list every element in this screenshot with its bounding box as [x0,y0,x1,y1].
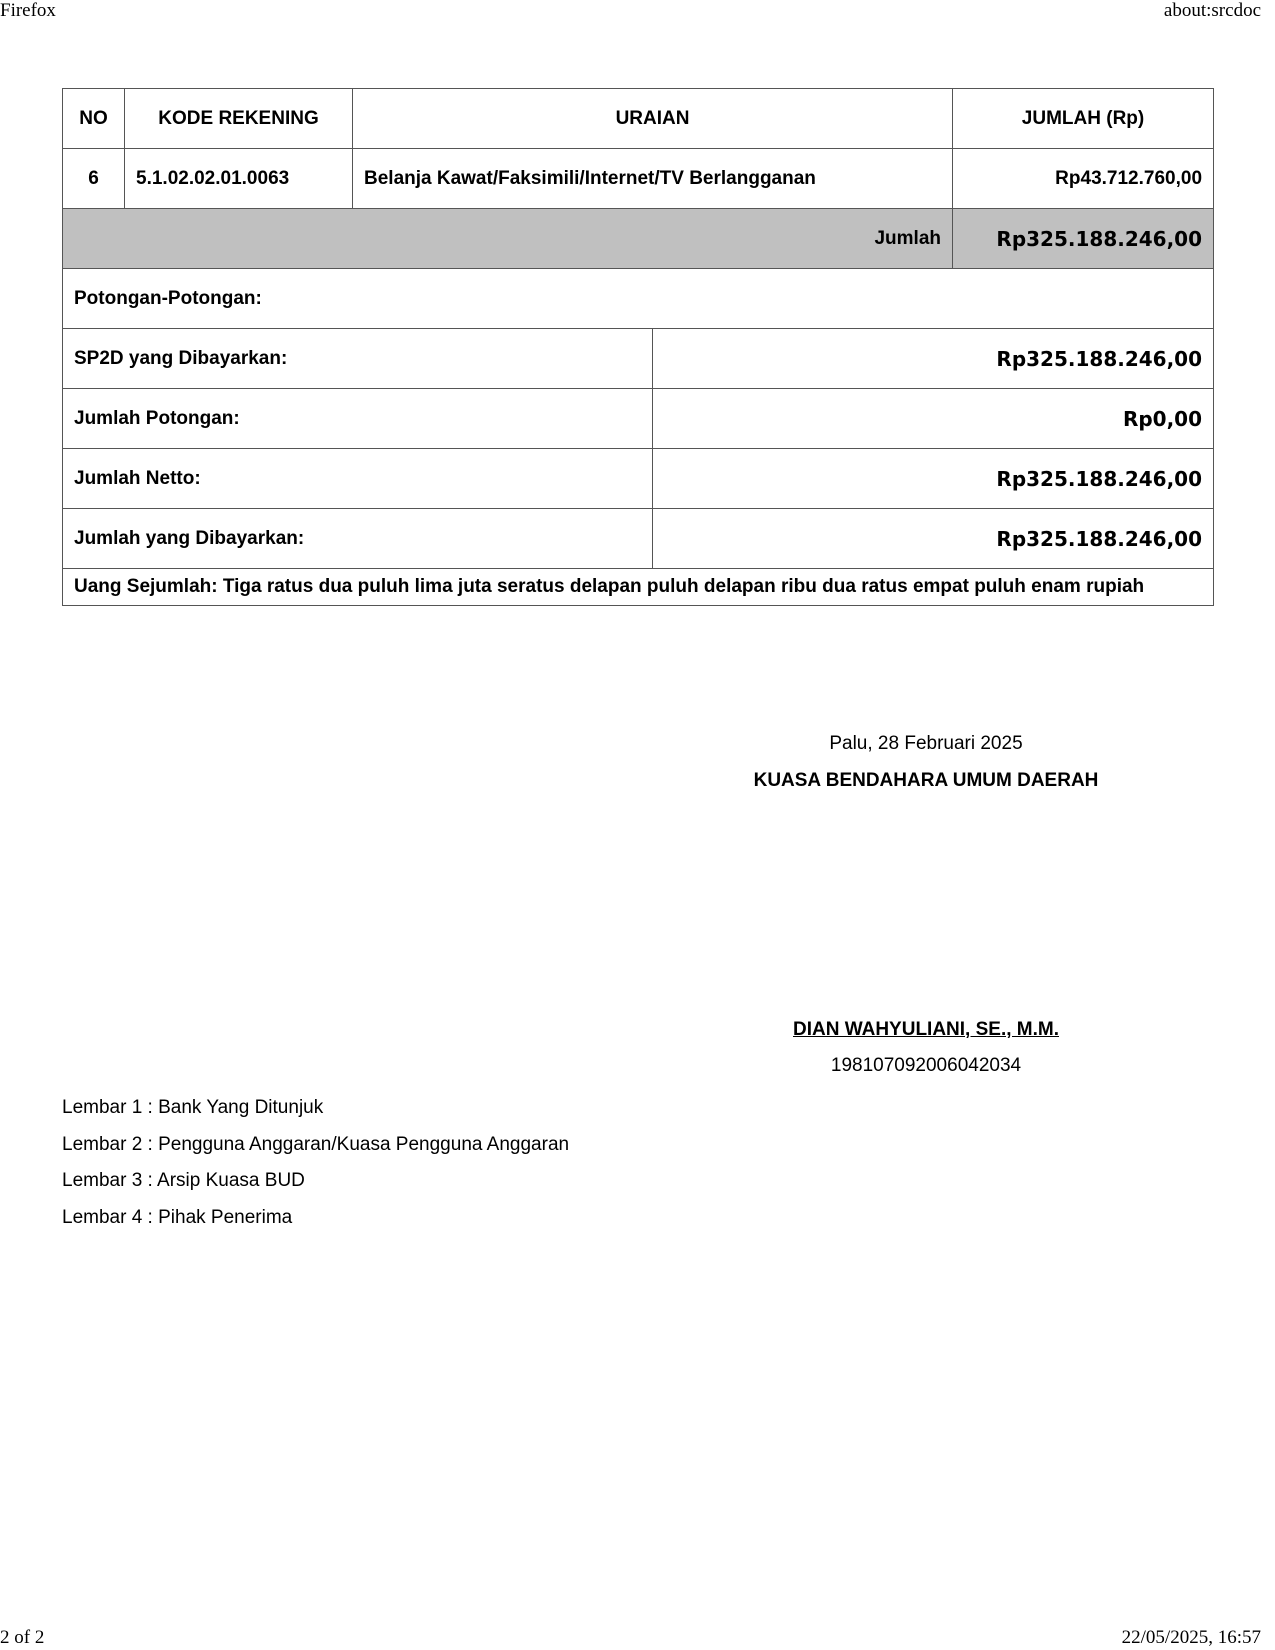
jumlah-netto-row [63,449,1214,509]
signature-title: KUASA BENDAHARA UMUM DAERAH [753,770,1099,791]
table-header-row [63,89,1214,149]
sp2d-table [62,88,1214,606]
row-jumlah: Rp43.712.760,00 [953,149,1214,209]
header-kode-rekening: KODE REKENING [125,89,353,149]
jumlah-potongan-label: Jumlah Potongan: [63,389,653,449]
total-label: Jumlah [63,209,953,269]
total-value: Rp325.188.246,00 [953,209,1214,269]
row-uraian: Belanja Kawat/Faksimili/Internet/TV Berlangganan [353,149,953,209]
sp2d-row [63,329,1214,389]
lembar-item: Lembar 1 : Bank Yang Ditunjuk [62,1097,324,1118]
jumlah-netto-label: Jumlah Netto: [63,449,653,509]
jumlah-dibayarkan-value: Rp325.188.246,00 [653,509,1214,569]
print-header-url: about:srcdoc [1163,0,1261,21]
jumlah-dibayarkan-label: Jumlah yang Dibayarkan: [63,509,653,569]
potongan-label: Potongan-Potongan: [63,269,1214,329]
lembar-item: Lembar 4 : Pihak Penerima [62,1206,293,1228]
total-row [63,209,1214,269]
jumlah-netto-value: Rp325.188.246,00 [653,449,1214,509]
sp2d-label: SP2D yang Dibayarkan: [63,329,653,389]
header-jumlah: JUMLAH (Rp) [953,89,1214,149]
jumlah-dibayarkan-row [63,509,1214,569]
header-no: NO [63,89,125,149]
row-kode-rekening: 5.1.02.02.01.0063 [125,149,353,209]
terbilang-text: Uang Sejumlah: Tiga ratus dua puluh lima juta seratus delapan puluh delapan ribu dua ratus empat puluh enam rupiah [63,569,1214,606]
header-uraian: URAIAN [353,89,953,149]
jumlah-potongan-value: Rp0,00 [653,389,1214,449]
print-footer-timestamp: 22/05/2025, 16:57 [1121,1627,1261,1648]
row-no: 6 [63,149,125,209]
print-header-browser: Firefox [0,0,56,21]
signature-nip: 198107092006042034 [830,1055,1022,1076]
lembar-item: Lembar 3 : Arsip Kuasa BUD [62,1170,305,1191]
signature-place-date: Palu, 28 Februari 2025 [829,733,1023,754]
sp2d-value: Rp325.188.246,00 [653,329,1214,389]
potongan-row [63,269,1214,329]
lembar-list [62,1090,569,1236]
jumlah-potongan-row [63,389,1214,449]
table-row [63,149,1214,209]
lembar-item: Lembar 2 : Pengguna Anggaran/Kuasa Pengguna Anggaran [62,1133,570,1155]
terbilang-row [63,569,1214,606]
signature-name: DIAN WAHYULIANI, SE., M.M. [793,1019,1059,1040]
print-footer-page-count: 2 of 2 [0,1627,45,1648]
